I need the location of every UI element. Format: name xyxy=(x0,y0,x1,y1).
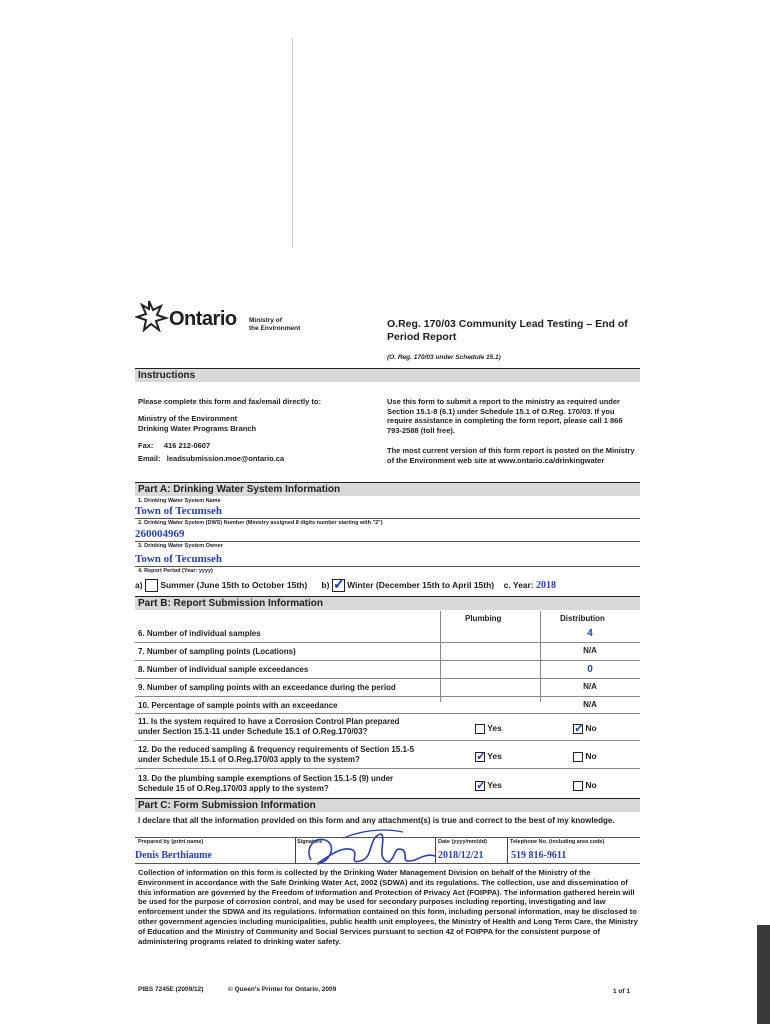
row-6-distribution[interactable]: 4 xyxy=(587,628,593,639)
email-line xyxy=(138,454,284,464)
page-number: 1 of 1 xyxy=(613,988,630,995)
question-12-line-2: under Schedule 15.1 of O.Reg.170/03 apply to the system? xyxy=(138,755,360,764)
fax-line xyxy=(138,441,210,451)
copyright: © Queen's Printer for Ontario, 2009 xyxy=(228,986,337,993)
q12-no-option[interactable] xyxy=(573,751,597,762)
report-period-label: 4. Report Period (Year: yyyy) xyxy=(138,568,213,574)
dws-number-value[interactable]: 260004969 xyxy=(135,528,185,540)
q11-no-label: No xyxy=(585,723,597,733)
q11-yes-option[interactable] xyxy=(475,723,502,734)
email-value: leadsubmission.moe@ontario.ca xyxy=(166,454,285,463)
q13-no-option[interactable] xyxy=(573,780,597,791)
ministry-name xyxy=(249,317,329,333)
signature-label: Signature xyxy=(297,839,323,845)
fax-value: 416 212-0607 xyxy=(163,441,211,450)
question-13-line-1: 13. Do the plumbing sample exemptions of Section 15.1-5 (9) under xyxy=(138,774,394,783)
distribution-column-header: Distribution xyxy=(560,614,605,623)
prepared-by-value[interactable]: Denis Berthiaume xyxy=(135,850,212,861)
q11-yes-label: Yes xyxy=(487,723,502,733)
instructions-right-1: Use this form to submit a report to the ministry as required under Section 15.1-8 (6.1) under Schedule 15.1 of O.Reg. 170/03. If you require assistance in completing the form report, please call 1 866 793-2588 (toll free). xyxy=(387,397,623,435)
instructions-heading: Instructions xyxy=(135,368,640,382)
row-10-label: 10. Percentage of sample points with an exceedance xyxy=(138,701,338,710)
divider xyxy=(135,660,640,661)
system-name-value[interactable]: Town of Tecumseh xyxy=(135,505,223,517)
ministry-line-1: Ministry of xyxy=(249,317,282,324)
ministry-line-2: the Environment xyxy=(249,325,301,332)
handwritten-signature xyxy=(303,826,443,872)
question-12 xyxy=(138,745,414,765)
ontario-logo xyxy=(135,296,250,338)
column-divider xyxy=(440,611,441,702)
question-11-line-2: under Section 15.1-11 under Schedule 15.1 of O.Reg.170/03? xyxy=(138,727,368,736)
q12-yes-option[interactable] xyxy=(475,751,502,762)
q11-yes-checkbox[interactable] xyxy=(475,724,485,734)
system-owner-value[interactable]: Town of Tecumseh xyxy=(135,553,223,565)
row-8-label: 8. Number of individual sample exceedances xyxy=(138,665,309,674)
q13-no-label: No xyxy=(585,780,597,790)
fax-label: Fax: xyxy=(138,441,154,450)
q12-no-checkbox[interactable] xyxy=(573,752,583,762)
row-10-distribution[interactable]: N/A xyxy=(583,700,597,709)
column-divider xyxy=(295,837,296,863)
plumbing-column-header: Plumbing xyxy=(465,614,502,623)
report-period-options xyxy=(135,579,556,592)
scan-edge-strip xyxy=(757,925,770,1024)
phone-label: Telephone No. (including area code) xyxy=(510,839,605,845)
row-9-distribution[interactable]: N/A xyxy=(583,682,597,691)
divider xyxy=(135,518,640,519)
logo-wordmark: Ontario xyxy=(169,308,237,330)
prepared-by-label: Prepared by (print name) xyxy=(138,839,204,845)
year-label: c. Year: xyxy=(503,579,534,590)
phone-value[interactable]: 519 816-9611 xyxy=(511,850,567,861)
q11-no-option[interactable] xyxy=(573,723,597,734)
q13-no-checkbox[interactable] xyxy=(573,781,583,791)
summer-checkbox[interactable] xyxy=(145,579,158,592)
form-title: O.Reg. 170/03 Community Lead Testing – End of Period Report xyxy=(387,318,628,343)
instructions-right-2: The most current version of this form report is posted on the Ministry of the Environment web site at www.ontario.ca/drinkingwater xyxy=(387,446,635,465)
question-12-line-1: 12. Do the reduced sampling & frequency requirements of Section 15.1-5 xyxy=(138,745,415,754)
row-8-distribution[interactable]: 0 xyxy=(587,664,593,675)
instructions-org-1: Ministry of the Environment xyxy=(138,414,238,423)
divider xyxy=(135,541,640,542)
divider xyxy=(135,696,640,697)
trillium-icon xyxy=(135,298,169,332)
row-9-label: 9. Number of sampling points with an exceedance during the period xyxy=(138,683,396,692)
row-7-label: 7. Number of sampling points (Locations) xyxy=(138,647,296,656)
divider xyxy=(135,713,640,714)
question-11-line-1: 11. Is the system required to have a Corrosion Control Plan prepared xyxy=(138,717,400,726)
winter-checkbox[interactable] xyxy=(332,579,345,592)
declaration-text: I declare that all the information provided on this form and any attachment(s) is true and correct to the best of my knowledge. xyxy=(138,816,615,825)
privacy-notice: Collection of information on this form is collected by the Drinking Water Management Division on behalf of the Ministry of the Environment in accordance with the Safe Drinking Water Act, 2002 (SDWA) and its regulations. The collection, use and dissemination of this information are governed by the Freedom of Information and Protection of Privacy Act (FOIPPA). The information gathered herein will be used for the purpose of corrosion control, and may be used for secondary purposes including reporting, investigating and law enforcement under the SDWA and its regulations. Information contained on this form, including personal information, may be disclosed to other government agencies including municipalities, public health unit employees, the Ministry of Health and Long Term Care, the Ministry of Education and the Ministry of Community and Social Services pursuant to section 42 of FOIPPA for the consistent purpose of administering programs related to drinking water safety. xyxy=(138,868,638,946)
q13-yes-checkbox[interactable] xyxy=(475,781,485,791)
q12-yes-label: Yes xyxy=(487,751,502,761)
q12-yes-checkbox[interactable] xyxy=(475,752,485,762)
report-form xyxy=(135,296,640,1006)
q13-yes-label: Yes xyxy=(487,780,502,790)
instructions-org-2: Drinking Water Programs Branch xyxy=(138,424,257,433)
date-label: Date (yyyy/mm/dd) xyxy=(438,839,487,845)
option-b-prefix: b) xyxy=(321,579,330,590)
form-id: PIBS 7245E (2009/12) xyxy=(138,986,204,993)
q12-no-label: No xyxy=(585,751,597,761)
column-divider xyxy=(507,837,508,863)
divider xyxy=(135,678,640,679)
part-b-heading: Part B: Report Submission Information xyxy=(135,596,640,610)
divider xyxy=(135,768,640,769)
scan-fold-line xyxy=(292,38,293,248)
question-11 xyxy=(138,717,399,737)
date-value[interactable]: 2018/12/21 xyxy=(438,850,484,861)
part-a-heading: Part A: Drinking Water System Information xyxy=(135,482,640,496)
row-6-label: 6. Number of individual samples xyxy=(138,629,261,638)
divider xyxy=(135,740,640,741)
year-value[interactable]: 2018 xyxy=(536,579,557,591)
part-c-heading: Part C: Form Submission Information xyxy=(135,798,640,812)
question-13 xyxy=(138,774,393,794)
question-13-line-2: Schedule 15 of O.Reg.170/03 apply to the system? xyxy=(138,784,329,793)
summer-label: Summer (June 15th to October 15th) xyxy=(160,579,308,590)
q13-yes-option[interactable] xyxy=(475,780,502,791)
winter-label: Winter (December 15th to April 15th) xyxy=(347,579,495,590)
email-label: Email: xyxy=(138,454,161,463)
form-subtitle: (O. Reg. 170/03 under Schedule 15.1) xyxy=(387,354,501,361)
dws-number-label: 2. Drinking Water System (DWS) Number (Ministry assigned 8 digits number starting with "2") xyxy=(138,520,383,526)
divider xyxy=(135,566,640,567)
divider xyxy=(135,863,640,864)
system-name-label: 1. Drinking Water System Name xyxy=(138,498,221,504)
q11-no-checkbox[interactable] xyxy=(573,724,583,734)
system-owner-label: 3. Drinking Water System Owner xyxy=(138,543,223,549)
instructions-intro: Please complete this form and fax/email directly to: xyxy=(138,397,321,406)
option-a-prefix: a) xyxy=(135,579,143,590)
divider xyxy=(135,642,640,643)
row-7-distribution[interactable]: N/A xyxy=(583,646,597,655)
